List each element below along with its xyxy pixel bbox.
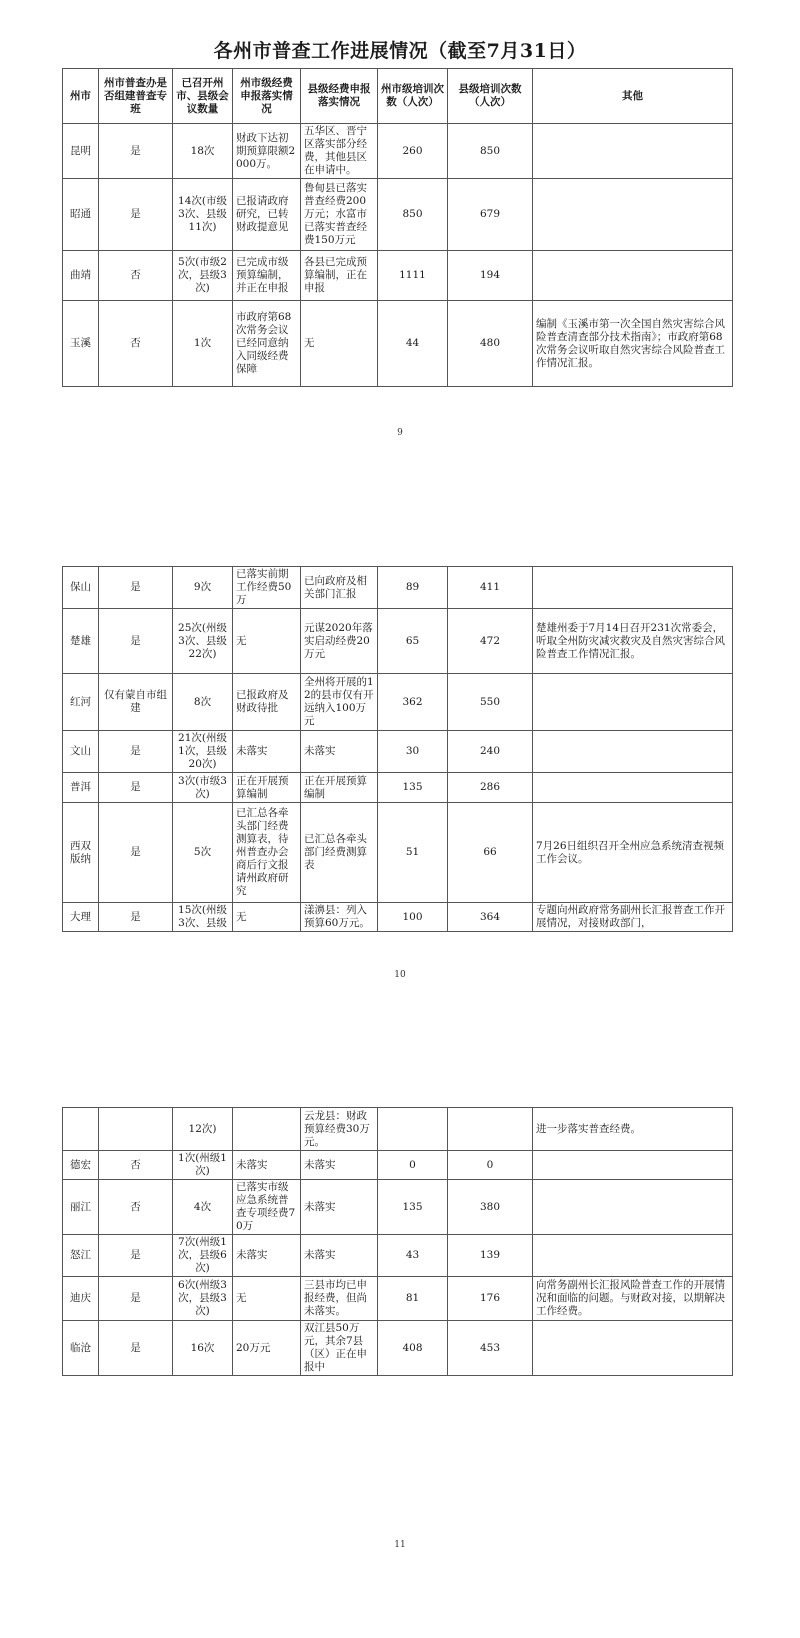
table-row	[63, 803, 733, 903]
cell-county-training: 850	[448, 124, 533, 179]
cell-team	[99, 1108, 173, 1151]
cell-team: 是	[99, 609, 173, 674]
cell-county-training: 286	[448, 773, 533, 803]
cell-team: 否	[99, 1180, 173, 1235]
cell-county-training: 453	[448, 1321, 533, 1376]
cell-county-fund: 全州将开展的12的县市仅有开远纳入100万元	[301, 674, 378, 731]
cell-other	[533, 1235, 733, 1277]
progress-table-2	[62, 566, 733, 932]
cell-meetings: 8次	[173, 674, 233, 731]
table-row	[63, 179, 733, 251]
cell-city-fund: 已汇总各牵头部门经费测算表，待州普查办会商后行文报请州政府研究	[233, 803, 301, 903]
table-row	[63, 1151, 733, 1180]
cell-other	[533, 1321, 733, 1376]
cell-city	[63, 1108, 99, 1151]
cell-meetings: 5次	[173, 803, 233, 903]
cell-county-fund: 未落实	[301, 731, 378, 773]
cell-city-fund: 20万元	[233, 1321, 301, 1376]
cell-city: 迪庆	[63, 1277, 99, 1321]
cell-county-fund: 已汇总各牵头部门经费测算表	[301, 803, 378, 903]
cell-city-training: 1111	[378, 251, 448, 301]
cell-city: 大理	[63, 903, 99, 932]
cell-city: 红河	[63, 674, 99, 731]
cell-city: 昭通	[63, 179, 99, 251]
cell-county-fund: 正在开展预算编制	[301, 773, 378, 803]
header-cell: 县级经费申报落实情况	[301, 69, 378, 124]
cell-city-fund: 市政府第68次常务会议已经同意纳入同级经费保障	[233, 301, 301, 387]
header-cell: 州市	[63, 69, 99, 124]
cell-other	[533, 773, 733, 803]
cell-other	[533, 124, 733, 179]
cell-meetings: 1次(州级1次)	[173, 1151, 233, 1180]
cell-city-fund: 未落实	[233, 1151, 301, 1180]
header-cell: 州市级经费申报落实情况	[233, 69, 301, 124]
cell-city-fund: 正在开展预算编制	[233, 773, 301, 803]
cell-city-training: 408	[378, 1321, 448, 1376]
cell-meetings: 12次)	[173, 1108, 233, 1151]
cell-county-fund: 无	[301, 301, 378, 387]
cell-county-fund: 元谋2020年落实启动经费20万元	[301, 609, 378, 674]
cell-meetings: 3次(市级3次)	[173, 773, 233, 803]
cell-city: 临沧	[63, 1321, 99, 1376]
cell-team: 是	[99, 773, 173, 803]
table-row	[63, 731, 733, 773]
table-row	[63, 251, 733, 301]
cell-city-fund: 财政下达初期预算限额2000万。	[233, 124, 301, 179]
table-header-row	[63, 69, 733, 124]
cell-other	[533, 179, 733, 251]
cell-city: 怒江	[63, 1235, 99, 1277]
cell-county-training: 472	[448, 609, 533, 674]
cell-team: 否	[99, 1151, 173, 1180]
cell-city-training: 850	[378, 179, 448, 251]
cell-city: 文山	[63, 731, 99, 773]
cell-other	[533, 731, 733, 773]
cell-county-fund: 未落实	[301, 1180, 378, 1235]
cell-meetings: 25次(州级3次、县级22次)	[173, 609, 233, 674]
cell-city-fund: 无	[233, 903, 301, 932]
cell-meetings: 16次	[173, 1321, 233, 1376]
cell-city: 玉溪	[63, 301, 99, 387]
header-cell: 已召开州市、县级会议数量	[173, 69, 233, 124]
cell-city: 楚雄	[63, 609, 99, 674]
table-row	[63, 903, 733, 932]
cell-county-fund: 鲁甸县已落实普查经费200万元；水富市已落实普查经费150万元	[301, 179, 378, 251]
header-cell: 州市普查办是否组建普查专班	[99, 69, 173, 124]
table-block-3	[62, 1107, 732, 1376]
cell-team: 是	[99, 124, 173, 179]
cell-county-training	[448, 1108, 533, 1151]
cell-city-fund: 无	[233, 609, 301, 674]
cell-city-fund	[233, 1108, 301, 1151]
cell-county-training: 0	[448, 1151, 533, 1180]
table-row	[63, 1108, 733, 1151]
cell-meetings: 7次(州级1次，县级6次)	[173, 1235, 233, 1277]
cell-team: 是	[99, 903, 173, 932]
cell-city-training: 44	[378, 301, 448, 387]
cell-city: 德宏	[63, 1151, 99, 1180]
cell-meetings: 18次	[173, 124, 233, 179]
cell-city-training: 65	[378, 609, 448, 674]
cell-meetings: 14次(市级3次、县级11次)	[173, 179, 233, 251]
header-cell: 其他	[533, 69, 733, 124]
page-number: 10	[394, 970, 406, 980]
cell-other: 7月26日组织召开全州应急系统清查视频工作会议。	[533, 803, 733, 903]
cell-team: 是	[99, 1321, 173, 1376]
cell-city-fund: 已完成市级预算编制，并正在申报	[233, 251, 301, 301]
cell-county-training: 66	[448, 803, 533, 903]
cell-county-training: 411	[448, 567, 533, 609]
cell-meetings: 9次	[173, 567, 233, 609]
cell-meetings: 21次(州级1次，县级20次)	[173, 731, 233, 773]
cell-other: 编制《玉溪市第一次全国自然灾害综合风险普查清查部分技术指南》；市政府第68次常务会议听取自然灾害综合风险普查工作情况汇报。	[533, 301, 733, 387]
cell-county-fund: 云龙县：财政预算经费30万元。	[301, 1108, 378, 1151]
cell-meetings: 1次	[173, 301, 233, 387]
cell-city-training: 260	[378, 124, 448, 179]
cell-county-training: 240	[448, 731, 533, 773]
table-row	[63, 609, 733, 674]
cell-city: 昆明	[63, 124, 99, 179]
cell-meetings: 15次(州级3次、县级	[173, 903, 233, 932]
cell-team: 是	[99, 731, 173, 773]
cell-city: 丽江	[63, 1180, 99, 1235]
cell-city-training: 89	[378, 567, 448, 609]
table-row	[63, 674, 733, 731]
table-row	[63, 1321, 733, 1376]
cell-team: 否	[99, 251, 173, 301]
header-cell: 州市级培训次数（人次）	[378, 69, 448, 124]
cell-other	[533, 1180, 733, 1235]
cell-city-fund: 已报请政府研究，已转财政提意见	[233, 179, 301, 251]
table-row	[63, 301, 733, 387]
cell-county-fund: 双江县50万元，其余7县（区）正在申报中	[301, 1321, 378, 1376]
cell-other	[533, 1151, 733, 1180]
cell-county-fund: 漾濞县：列入预算60万元。	[301, 903, 378, 932]
cell-city-training: 51	[378, 803, 448, 903]
cell-team: 是	[99, 803, 173, 903]
cell-city: 保山	[63, 567, 99, 609]
cell-city-training: 100	[378, 903, 448, 932]
cell-city-training: 135	[378, 773, 448, 803]
cell-city-training: 362	[378, 674, 448, 731]
cell-team: 是	[99, 1235, 173, 1277]
cell-county-training: 176	[448, 1277, 533, 1321]
cell-other	[533, 251, 733, 301]
cell-county-fund: 各县已完成预算编制，正在申报	[301, 251, 378, 301]
cell-city-fund: 无	[233, 1277, 301, 1321]
cell-county-fund: 三县市均已申报经费，但尚未落实。	[301, 1277, 378, 1321]
cell-city-fund: 未落实	[233, 731, 301, 773]
cell-team: 否	[99, 301, 173, 387]
cell-other	[533, 674, 733, 731]
cell-other: 楚雄州委于7月14日召开231次常委会，听取全州防灾减灾救灾及自然灾害综合风险普查工作情况汇报。	[533, 609, 733, 674]
cell-county-training: 380	[448, 1180, 533, 1235]
cell-county-training: 480	[448, 301, 533, 387]
cell-city-training: 135	[378, 1180, 448, 1235]
cell-city-training: 43	[378, 1235, 448, 1277]
cell-county-training: 194	[448, 251, 533, 301]
cell-meetings: 6次(州级3次，县级3次)	[173, 1277, 233, 1321]
table-block-1	[62, 68, 732, 387]
cell-city: 普洱	[63, 773, 99, 803]
cell-city-fund: 已落实市级应急系统普查专项经费70万	[233, 1180, 301, 1235]
cell-county-fund: 未落实	[301, 1235, 378, 1277]
cell-county-fund: 已向政府及相关部门汇报	[301, 567, 378, 609]
cell-county-training: 679	[448, 179, 533, 251]
cell-team: 是	[99, 1277, 173, 1321]
cell-county-training: 550	[448, 674, 533, 731]
cell-city-training	[378, 1108, 448, 1151]
cell-team: 仅有蒙自市组建	[99, 674, 173, 731]
cell-meetings: 4次	[173, 1180, 233, 1235]
cell-other: 进一步落实普查经费。	[533, 1108, 733, 1151]
cell-team: 是	[99, 567, 173, 609]
cell-other	[533, 567, 733, 609]
table-block-2	[62, 566, 732, 932]
cell-city-fund: 未落实	[233, 1235, 301, 1277]
cell-team: 是	[99, 179, 173, 251]
page-number: 11	[394, 1540, 406, 1550]
cell-other: 向常务副州长汇报风险普查工作的开展情况和面临的问题。与财政对接，以期解决工作经费。	[533, 1277, 733, 1321]
cell-city-training: 81	[378, 1277, 448, 1321]
table-row	[63, 1180, 733, 1235]
cell-county-fund: 未落实	[301, 1151, 378, 1180]
cell-meetings: 5次(市级2次，县级3次)	[173, 251, 233, 301]
cell-city-training: 30	[378, 731, 448, 773]
cell-county-fund: 五华区、晋宁区落实部分经费，其他县区在申请中。	[301, 124, 378, 179]
table-row	[63, 1277, 733, 1321]
cell-other: 专题向州政府常务副州长汇报普查工作开展情况，对接财政部门，	[533, 903, 733, 932]
header-cell: 县级培训次数（人次）	[448, 69, 533, 124]
page-number: 9	[397, 428, 403, 438]
cell-county-training: 364	[448, 903, 533, 932]
page-title: 各州市普查工作进展情况（截至7月31日）	[213, 40, 587, 62]
cell-city: 西双版纳	[63, 803, 99, 903]
progress-table-3	[62, 1107, 733, 1376]
table-row	[63, 567, 733, 609]
progress-table-1	[62, 68, 733, 387]
cell-city-fund: 已落实前期工作经费50万	[233, 567, 301, 609]
table-row	[63, 773, 733, 803]
cell-city-training: 0	[378, 1151, 448, 1180]
cell-city: 曲靖	[63, 251, 99, 301]
cell-county-training: 139	[448, 1235, 533, 1277]
table-row	[63, 124, 733, 179]
table-row	[63, 1235, 733, 1277]
cell-city-fund: 已报政府及财政待批	[233, 674, 301, 731]
